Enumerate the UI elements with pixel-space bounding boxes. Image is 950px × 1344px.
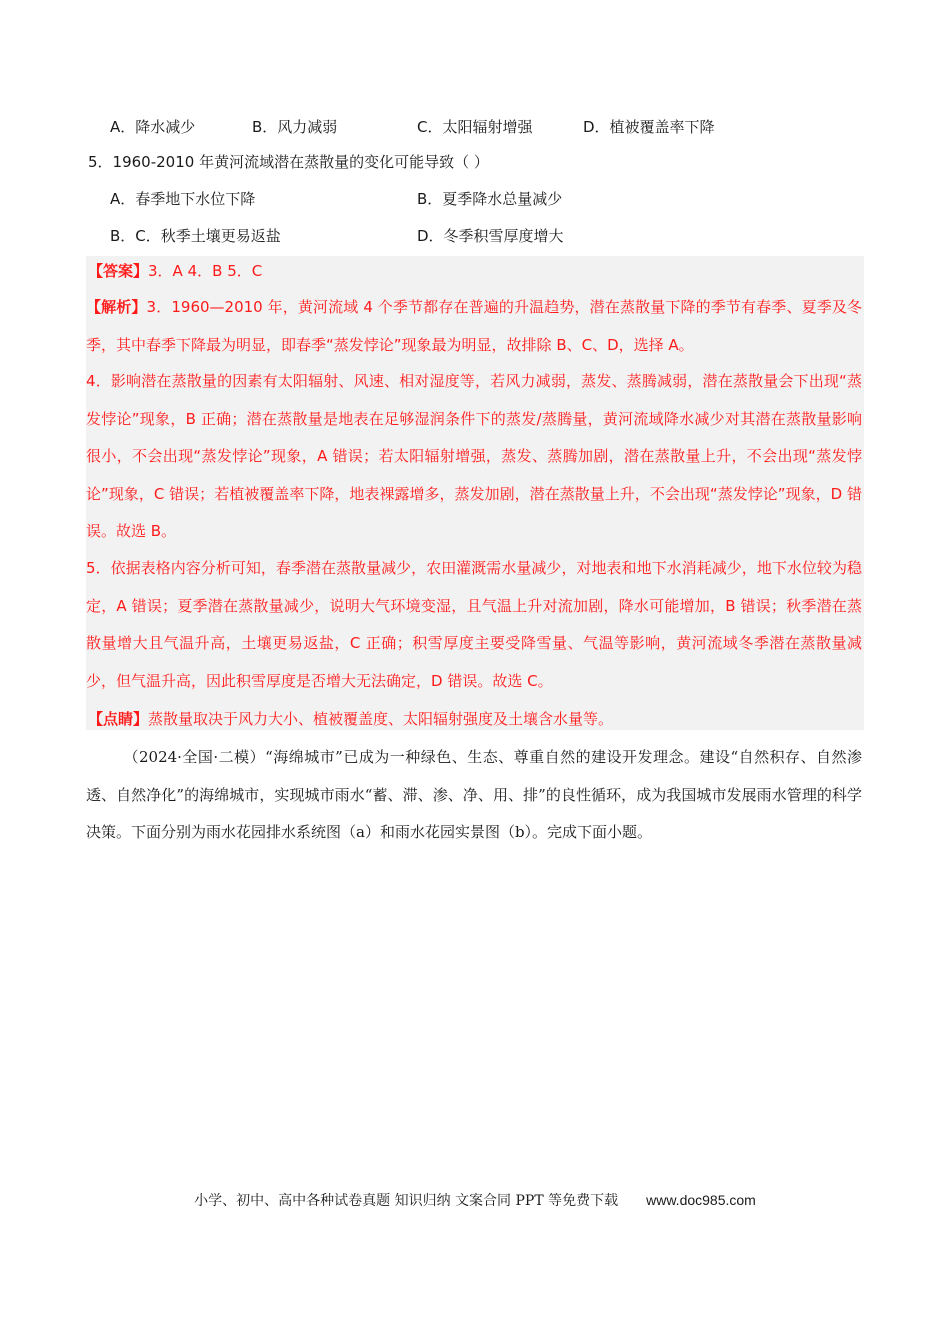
q5-option-c: B．C．秋季土壤更易返盐 xyxy=(110,227,281,245)
footer-text: 小学、初中、高中各种试卷真题 知识归纳 文案合同 PPT 等免费下载 xyxy=(194,1193,619,1209)
q5-stem: 5．1960-2010 年黄河流域潜在蒸散量的变化可能导致（ ） xyxy=(88,153,489,171)
tip-tag: 【点睛】 xyxy=(88,710,149,728)
q5-option-d: D．冬季积雪厚度增大 xyxy=(417,227,564,245)
tip-line xyxy=(88,708,613,730)
q4-option-c: C．太阳辐射增强 xyxy=(417,118,533,136)
tip-text: 蒸散量取决于风力大小、植被覆盖度、太阳辐射强度及土壤含水量等。 xyxy=(148,710,614,728)
answer-tag: 【答案】 xyxy=(88,262,149,280)
analysis-q5: 5．依据表格内容分析可知，春季潜在蒸散量减少，农田灌溉需水量减少，对地表和地下水消耗减少，地下水位较为稳定，A 错误；夏季潜在蒸散量减少，说明大气环境变湿，且气温上升对流加剧，降水可能增加，B 错误；秋季潜在蒸散量增大且气温升高，土壤更易返盐，C 正确；积雪厚度主要受降雪量、气温等影响，黄河流域冬季潜在蒸散量减少，但气温升高，因此积雪厚度是否增大无法确定，D 错误。故选 C。 xyxy=(86,559,862,690)
q4-option-d: D．植被覆盖率下降 xyxy=(583,118,715,136)
analysis-q4: 4．影响潜在蒸散量的因素有太阳辐射、风速、相对湿度等，若风力减弱，蒸发、蒸腾减弱，潜在蒸散量会下出现“蒸发悖论”现象，B 正确；潜在蒸散量是地表在足够湿润条件下的蒸发/蒸腾量，黄河流域降水减少对其潜在蒸散量影响很小，不会出现“蒸发悖论”现象，A 错误；若太阳辐射增强，蒸发、蒸腾加剧，潜在蒸散量上升，不会出现“蒸发悖论”现象，C 错误；若植被覆盖率下降，地表裸露增多，蒸发加剧，潜在蒸散量上升，不会出现“蒸发悖论”现象，D 错误。故选 B。 xyxy=(86,372,862,540)
q5-option-a: A．春季地下水位下降 xyxy=(110,190,256,208)
q4-option-b: B．风力减弱 xyxy=(252,118,338,136)
footer-url[interactable]: www.doc985.com xyxy=(646,1192,756,1208)
answer-text: 3．A 4．B 5．C xyxy=(148,262,263,280)
page-footer xyxy=(0,1190,950,1210)
analysis-q3 xyxy=(86,289,862,364)
q4-option-a: A．降水减少 xyxy=(110,118,196,136)
analysis-tag: 【解析】 xyxy=(86,298,147,316)
q5-option-b: B．夏季降水总量减少 xyxy=(417,190,563,208)
answer-line xyxy=(88,260,262,282)
intro-paragraph: （2024·全国·二模）“海绵城市”已成为一种绿色、生态、尊重自然的建设开发理念。建设“自然积存、自然渗透、自然净化”的海绵城市，实现城市雨水“蓄、滞、渗、净、用、排”的良性循环，成为我国城市发展雨水管理的科学决策。下面分别为雨水花园排水系统图（a）和雨水花园实景图（b）。完成下面小题。 xyxy=(86,748,862,841)
analysis-q3-text: 3．1960—2010 年，黄河流域 4 个季节都存在普遍的升温趋势，潜在蒸散量下降的季节有春季、夏季及冬季，其中春季下降最为明显，即春季“蒸发悖论”现象最为明显，故排除 B、C、D，选择 A。 xyxy=(86,298,862,354)
